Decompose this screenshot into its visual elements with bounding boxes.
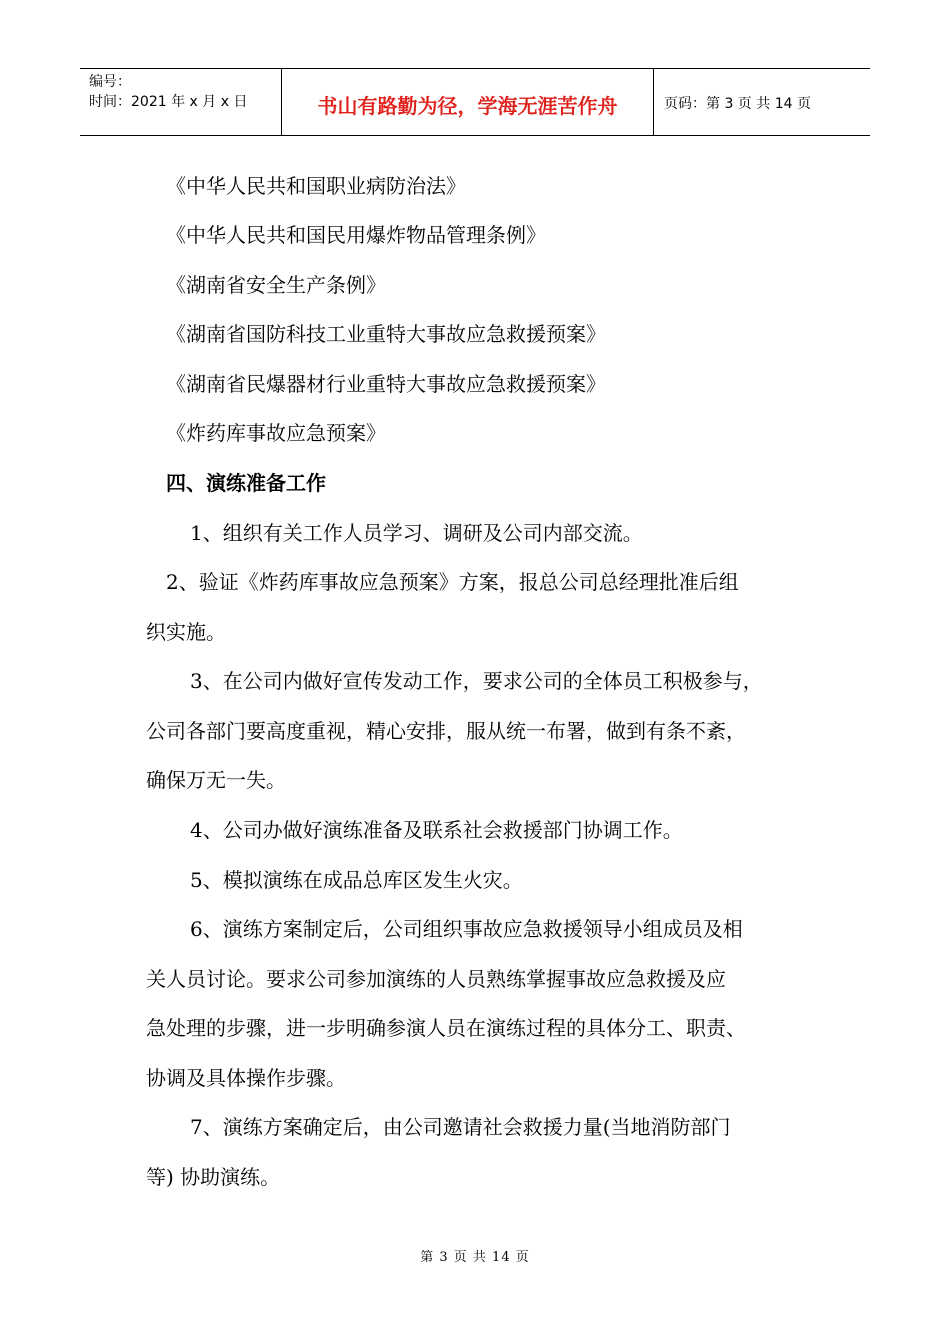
law-item: 《中华人民共和国民用爆炸物品管理条例》 bbox=[166, 223, 546, 247]
paragraph-line: 7、演练方案确定后，由公司邀请社会救援力量(当地消防部门 bbox=[190, 1115, 731, 1139]
paragraph-line: 织实施。 bbox=[146, 620, 226, 644]
paragraph-line: 4、公司办做好演练准备及联系社会救援部门协调工作。 bbox=[190, 818, 683, 842]
paragraph-line: 6、演练方案制定后，公司组织事故应急救援领导小组成员及相 bbox=[190, 917, 743, 941]
law-item: 《湖南省安全生产条例》 bbox=[166, 273, 386, 297]
law-item: 《炸药库事故应急预案》 bbox=[166, 421, 386, 445]
paragraph-line: 关人员讨论。要求公司参加演练的人员熟练掌握事故应急救援及应 bbox=[146, 967, 726, 991]
paragraph-line: 3、在公司内做好宣传发动工作，要求公司的全体员工积极参与， bbox=[190, 669, 763, 693]
header-motto: 书山有路勤为径，学海无涯苦作舟 bbox=[282, 69, 654, 135]
paragraph-line: 等) 协助演练。 bbox=[146, 1165, 281, 1189]
section-heading: 四、演练准备工作 bbox=[166, 471, 326, 495]
document-date: 时间：2021 年 x 月 x 日 bbox=[89, 94, 248, 110]
paragraph-line: 协调及具体操作步骤。 bbox=[146, 1066, 346, 1090]
header-meta bbox=[80, 69, 282, 135]
header-page-info: 页码：第 3 页 共 14 页 bbox=[664, 96, 811, 112]
paragraph-line: 2、验证《炸药库事故应急预案》方案，报总公司总经理批准后组 bbox=[166, 570, 739, 594]
page-header bbox=[80, 68, 870, 136]
law-item: 《湖南省国防科技工业重特大事故应急救援预案》 bbox=[166, 322, 606, 346]
paragraph-line: 1、组织有关工作人员学习、调研及公司内部交流。 bbox=[190, 521, 643, 545]
law-item: 《湖南省民爆器材行业重特大事故应急救援预案》 bbox=[166, 372, 606, 396]
paragraph-line: 确保万无一失。 bbox=[146, 768, 286, 792]
paragraph-line: 急处理的步骤，进一步明确参演人员在演练过程的具体分工、职责、 bbox=[146, 1016, 746, 1040]
law-item: 《中华人民共和国职业病防治法》 bbox=[166, 174, 466, 198]
page-footer: 第 3 页 共 14 页 bbox=[420, 1250, 530, 1265]
paragraph-line: 公司各部门要高度重视，精心安排，服从统一布署，做到有条不紊， bbox=[146, 719, 746, 743]
paragraph-line: 5、模拟演练在成品总库区发生火灾。 bbox=[190, 868, 523, 892]
document-number: 编号： bbox=[89, 74, 131, 90]
